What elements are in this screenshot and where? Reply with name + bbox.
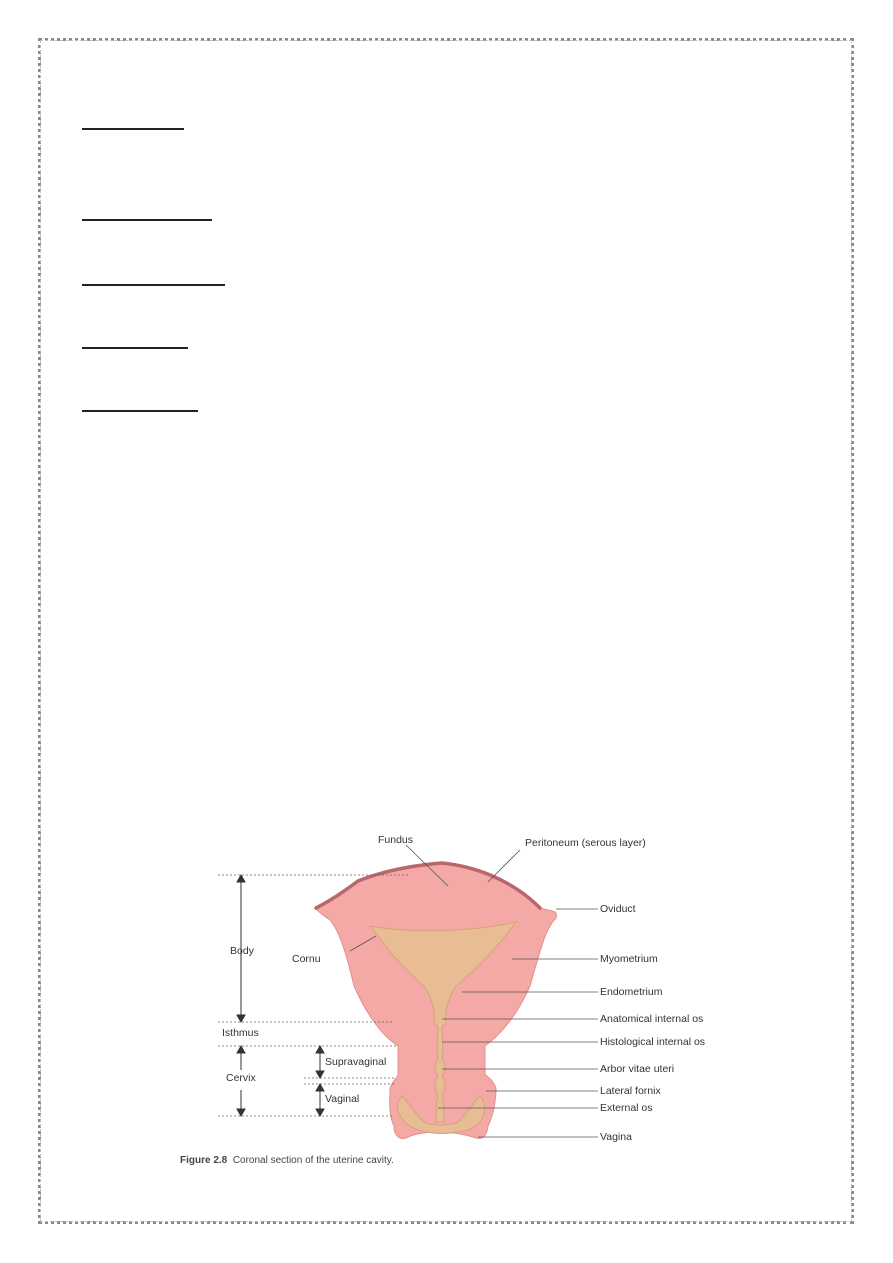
label-oviduct: Oviduct <box>600 903 636 915</box>
label-vagina: Vagina <box>600 1131 632 1143</box>
heading-underline-4 <box>82 347 188 349</box>
label-histological-internal-os: Histological internal os <box>600 1036 706 1048</box>
label-endometrium: Endometrium <box>600 986 663 998</box>
figure-caption-number: Figure 2.8 <box>180 1155 228 1166</box>
label-cornu: Cornu <box>292 953 321 965</box>
label-vaginal: Vaginal <box>325 1093 360 1105</box>
figure-caption-text: Coronal section of the uterine cavity. <box>232 1155 394 1166</box>
heading-underline-1 <box>82 128 184 130</box>
label-external-os: External os <box>600 1102 653 1114</box>
label-fundus: Fundus <box>378 834 414 846</box>
heading-underline-5 <box>82 410 198 412</box>
label-peritoneum: Peritoneum (serous layer) <box>525 837 646 849</box>
label-isthmus: Isthmus <box>222 1027 259 1039</box>
label-anatomical-internal-os: Anatomical internal os <box>600 1013 704 1025</box>
uterus-diagram-figure <box>180 826 740 1176</box>
label-arbor-vitae-uteri: Arbor vitae uteri <box>600 1063 675 1075</box>
label-cervix: Cervix <box>226 1072 256 1084</box>
heading-underline-2 <box>82 219 212 221</box>
figure-caption <box>180 1155 394 1166</box>
label-supravaginal: Supravaginal <box>325 1056 387 1068</box>
label-myometrium: Myometrium <box>600 953 658 965</box>
label-body: Body <box>230 945 254 957</box>
label-lateral-fornix: Lateral fornix <box>600 1085 661 1097</box>
heading-underline-3 <box>82 284 225 286</box>
